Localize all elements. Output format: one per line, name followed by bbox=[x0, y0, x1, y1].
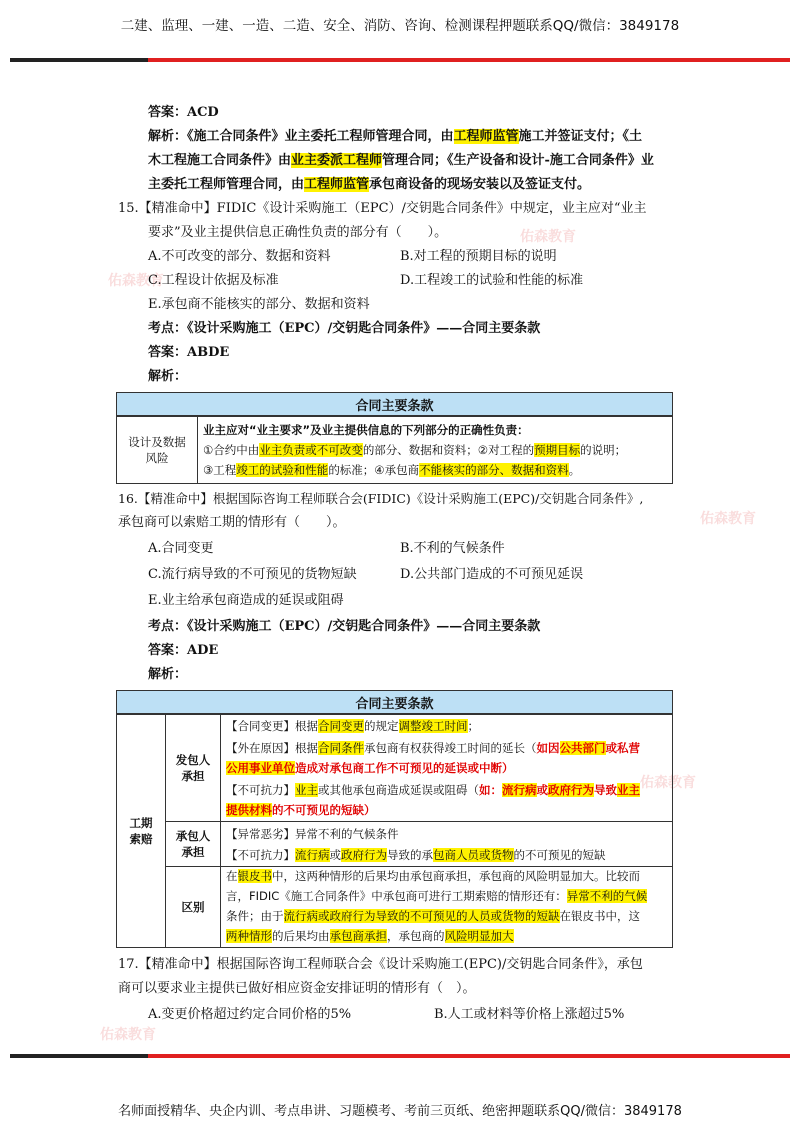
q15-option-b: B.对工程的预期目标的说明 bbox=[400, 249, 557, 264]
q14-answer: 答案：ACD bbox=[148, 105, 219, 120]
q16-option-d: D.公共部门造成的不可预见延误 bbox=[400, 567, 584, 582]
table2-sub-employer: 发包人 承担 bbox=[165, 714, 221, 822]
q16-stem-line2: 承包商可以索赔工期的情形有（ ）。 bbox=[118, 515, 346, 530]
q15-answer: 答案：ABDE bbox=[148, 345, 230, 360]
q14-explanation-line1: 解析：《施工合同条件》业主委托工程师管理合同，由工程师监管施工并签证支付；《土 bbox=[148, 129, 643, 144]
header-rule-red bbox=[148, 58, 790, 62]
table2-left-cell: 工期 索赔 bbox=[116, 714, 166, 948]
q16-explanation: 解析： bbox=[148, 667, 188, 682]
q15-option-e: E.承包商不能核实的部分、数据和资料 bbox=[148, 297, 370, 312]
table2-row6: 【异常恶劣】异常不利的气候条件 bbox=[226, 827, 399, 841]
page-footer: 名师面授精华、央企内训、考点串讲、习题模考、考前三页纸、绝密押题联系QQ/微信：3849178 bbox=[118, 1104, 682, 1119]
q16-answer: 答案：ADE bbox=[148, 643, 219, 658]
page-header: 二建、监理、一建、一造、二造、安全、消防、咨询、检测课程押题联系QQ/微信：3849178 bbox=[120, 18, 680, 34]
q15-stem-line1: 15.【精准命中】FIDIC《设计采购施工（EPC）/交钥匙合同条件》中规定，业主应对“业主 bbox=[118, 201, 647, 216]
table2-title: 合同主要条款 bbox=[116, 690, 673, 714]
q16-option-c: C.流行病导致的不可预见的货物短缺 bbox=[148, 567, 357, 582]
table2-row9: 言，FIDIC《施工合同条件》中承包商可进行工期索赔的情形还有：异常不利的气候 bbox=[226, 889, 648, 903]
watermark: 佑森教育 bbox=[640, 775, 696, 791]
q16-point: 考点：《设计采购施工（EPC）/交钥匙合同条件》——合同主要条款 bbox=[148, 619, 541, 634]
q14-explanation-line2: 木工程施工合同条件》由业主委派工程师管理合同；《生产设备和设计-施工合同条件》业 bbox=[148, 153, 654, 168]
q15-option-d: D.工程竣工的试验和性能的标准 bbox=[400, 273, 584, 288]
q16-stem-line1: 16.【精准命中】根据国际咨询工程师联合会(FIDIC)《设计采购施工(EPC)/交钥匙合同条件》, bbox=[118, 491, 644, 506]
q15-stem-line2: 要求”及业主提供信息正确性负责的部分有（ ）。 bbox=[148, 225, 448, 240]
table2-row7: 【不可抗力】流行病或政府行为导致的承包商人员或货物的不可预见的短缺 bbox=[226, 848, 606, 862]
table2-row10: 条件；由于流行病或政府行为导致的不可预见的人员或货物的短缺在银皮书中，这 bbox=[226, 909, 640, 923]
table1-title: 合同主要条款 bbox=[116, 392, 673, 416]
footer-rule-red bbox=[148, 1054, 790, 1058]
table2-row1: 【合同变更】根据合同变更的规定调整竣工时间； bbox=[226, 719, 479, 733]
table2-row8: 在银皮书中，这两种情形的后果均由承包商承担，承包商的风险明显加大。比较而 bbox=[226, 869, 640, 883]
q16-option-b: B.不利的气候条件 bbox=[400, 541, 505, 556]
table2-sub-difference: 区别 bbox=[165, 866, 221, 948]
watermark: 佑森教育 bbox=[108, 273, 164, 289]
header-rule-dark bbox=[10, 58, 148, 62]
q15-explanation: 解析： bbox=[148, 369, 188, 384]
table2-row5: 提供材料的不可预见的短缺） bbox=[226, 803, 376, 817]
q15-point: 考点：《设计采购施工（EPC）/交钥匙合同条件》——合同主要条款 bbox=[148, 321, 541, 336]
table1-line2: ①合约中由业主负责或不可改变的部分、数据和资料；②对工程的预期目标的说明； bbox=[203, 443, 627, 457]
footer-rule-dark bbox=[10, 1054, 148, 1058]
q17-stem-line1: 17.【精准命中】根据国际咨询工程师联合会《设计采购施工(EPC)/交钥匙合同条件》，承包 bbox=[118, 957, 643, 972]
q16-option-a: A.合同变更 bbox=[148, 541, 214, 556]
watermark: 佑森教育 bbox=[700, 511, 756, 527]
q14-explanation-line3: 主委托工程师管理合同，由工程师监管承包商设备的现场安装以及签证支付。 bbox=[148, 177, 591, 192]
table2-row2: 【外在原因】根据合同条件承包商有权获得竣工时间的延长（如因公共部门或私营 bbox=[226, 741, 640, 755]
q17-option-a: A.变更价格超过约定合同价格的5% bbox=[148, 1007, 352, 1022]
q15-option-c: C.工程设计依据及标准 bbox=[148, 273, 279, 288]
watermark: 佑森教育 bbox=[520, 229, 576, 245]
watermark: 佑森教育 bbox=[100, 1027, 156, 1043]
table2-row4: 【不可抗力】业主或其他承包商造成延误或阻碍（如：流行病或政府行为导致业主 bbox=[226, 783, 640, 797]
table1-line3: ③工程竣工的试验和性能的标准；④承包商不能核实的部分、数据和资料。 bbox=[203, 463, 581, 477]
table2-row11: 两种情形的后果均由承包商承担，承包商的风险明显加大 bbox=[226, 929, 514, 943]
q16-option-e: E.业主给承包商造成的延误或阻碍 bbox=[148, 593, 344, 608]
q17-stem-line2: 商可以要求业主提供已做好相应资金安排证明的情形有（ ）。 bbox=[118, 981, 476, 996]
table2-row3: 公用事业单位造成对承包商工作不可预见的延误或中断） bbox=[226, 761, 514, 775]
table2-sub-contractor: 承包人 承担 bbox=[165, 821, 221, 867]
q17-option-b: B.人工或材料等价格上涨超过5% bbox=[434, 1007, 625, 1022]
table1-line1: 业主应对“业主要求”及业主提供信息的下列部分的正确性负责： bbox=[203, 423, 529, 437]
table1-left-cell: 设计及数据 风险 bbox=[116, 416, 198, 484]
q15-option-a: A.不可改变的部分、数据和资料 bbox=[148, 249, 331, 264]
